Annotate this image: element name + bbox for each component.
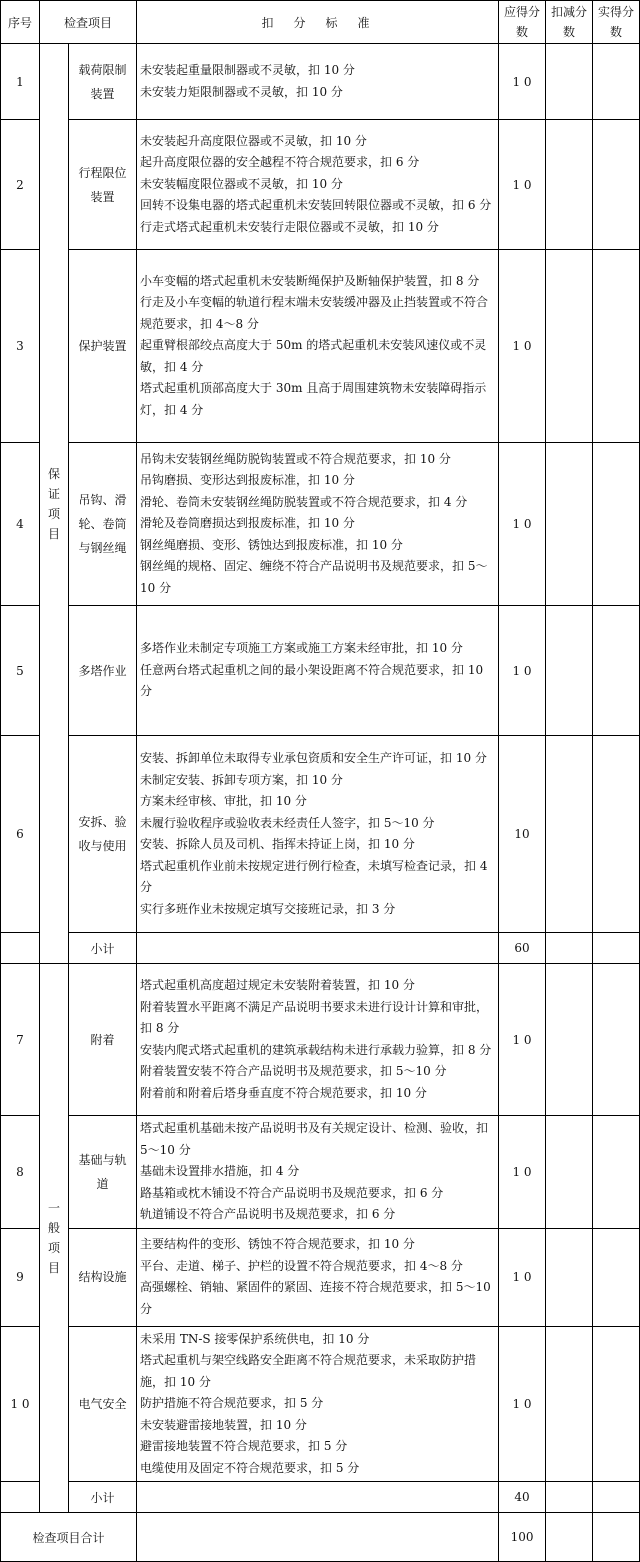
row-no: 4 xyxy=(1,443,40,606)
row-actual-cell[interactable] xyxy=(593,1116,640,1229)
table-row xyxy=(1,1326,640,1482)
table-row xyxy=(1,964,640,1116)
row-deduct-cell[interactable] xyxy=(546,120,593,250)
row-item: 附着 xyxy=(69,964,137,1116)
row-item: 安拆、验收与使用 xyxy=(69,736,137,933)
row-item: 多塔作业 xyxy=(69,606,137,736)
row-item: 电气安全 xyxy=(69,1326,137,1482)
subtotal-row xyxy=(1,1482,640,1513)
row-deduct-cell[interactable] xyxy=(546,1326,593,1482)
row-no: 5 xyxy=(1,606,40,736)
header-deduct: 扣减分数 xyxy=(546,1,593,44)
total-score: 100 xyxy=(499,1513,546,1562)
row-standard: 多塔作业未制定专项施工方案或施工方案未经审批，扣 10 分 任意两台塔式起重机之间的最小架设距离不符合规范要求，扣 10 分 xyxy=(137,606,499,736)
subtotal-label: 小计 xyxy=(69,933,137,964)
table-row xyxy=(1,1228,640,1326)
row-item: 行程限位装置 xyxy=(69,120,137,250)
subtotal-score: 60 xyxy=(499,933,546,964)
row-score: 1 0 xyxy=(499,1326,546,1482)
row-item: 基础与轨道 xyxy=(69,1116,137,1229)
table-row xyxy=(1,120,640,250)
row-no: 2 xyxy=(1,120,40,250)
row-actual-cell[interactable] xyxy=(593,964,640,1116)
total-row xyxy=(1,1513,640,1562)
row-deduct-cell[interactable] xyxy=(546,964,593,1116)
row-actual-cell[interactable] xyxy=(593,606,640,736)
row-no: 6 xyxy=(1,736,40,933)
table-row xyxy=(1,606,640,736)
row-deduct-cell[interactable] xyxy=(546,443,593,606)
row-standard: 小车变幅的塔式起重机未安装断绳保护及断轴保护装置，扣 8 分 行走及小车变幅的轨道行程末端未安装缓冲器及止挡装置或不符合规范要求，扣 4～8 分 起重臂根部绞点高度大于 50m 的塔式起重机未安装风速仪或不灵敏，扣 4 分 塔式起重机顶部高度大于 30m 且高于周围建筑物未安装障碍指示灯，扣 4 分 xyxy=(137,250,499,443)
row-score: 1 0 xyxy=(499,964,546,1116)
row-score: 1 0 xyxy=(499,44,546,120)
row-score: 1 0 xyxy=(499,1116,546,1229)
subtotal-actual-cell[interactable] xyxy=(593,1482,640,1513)
group-general xyxy=(40,964,69,1513)
row-no: 8 xyxy=(1,1116,40,1229)
row-standard: 安装、拆卸单位未取得专业承包资质和安全生产许可证，扣 10 分 未制定安装、拆卸专项方案，扣 10 分 方案未经审核、审批，扣 10 分 未履行验收程序或验收表未经责任人签字，扣 5～10 分 安装、拆除人员及司机、指挥未持证上岗，扣 10 分 塔式起重机作业前未按规定进行例行检查，未填写检查记录，扣 4 分 实行多班作业未按规定填写交接班记录，扣 3 分 xyxy=(137,736,499,933)
subtotal-standard xyxy=(137,933,499,964)
subtotal-no xyxy=(1,1482,40,1513)
row-no: 7 xyxy=(1,964,40,1116)
group-label: 一般项目 xyxy=(47,1201,60,1275)
row-score: 10 xyxy=(499,736,546,933)
table-row xyxy=(1,44,640,120)
row-no: 3 xyxy=(1,250,40,443)
header-should-score: 应得分数 xyxy=(499,1,546,44)
row-item: 保护装置 xyxy=(69,250,137,443)
row-actual-cell[interactable] xyxy=(593,1228,640,1326)
table-row xyxy=(1,250,640,443)
row-deduct-cell[interactable] xyxy=(546,736,593,933)
row-item: 结构设施 xyxy=(69,1228,137,1326)
row-standard: 吊钩未安装钢丝绳防脱钩装置或不符合规范要求，扣 10 分 吊钩磨损、变形达到报废标准，扣 10 分 滑轮、卷筒未安装钢丝绳防脱装置或不符合规范要求，扣 4 分 滑轮及卷筒磨损达到报废标准，扣 10 分 钢丝绳磨损、变形、锈蚀达到报废标准，扣 10 分 钢丝绳的规格、固定、缠绕不符合产品说明书及规范要求，扣 5～10 分 xyxy=(137,443,499,606)
row-actual-cell[interactable] xyxy=(593,443,640,606)
row-score: 1 0 xyxy=(499,606,546,736)
subtotal-score: 40 xyxy=(499,1482,546,1513)
row-standard: 塔式起重机基础未按产品说明书及有关规定设计、检测、验收，扣 5～10 分 基础未设置排水措施，扣 4 分 路基箱或枕木铺设不符合产品说明书及规范要求，扣 6 分 轨道铺设不符合产品说明书及规范要求，扣 6 分 xyxy=(137,1116,499,1229)
header-no: 序号 xyxy=(1,1,40,44)
row-deduct-cell[interactable] xyxy=(546,250,593,443)
subtotal-row xyxy=(1,933,640,964)
subtotal-no xyxy=(1,933,40,964)
row-deduct-cell[interactable] xyxy=(546,1116,593,1229)
row-score: 1 0 xyxy=(499,250,546,443)
subtotal-deduct-cell[interactable] xyxy=(546,1482,593,1513)
group-guarantee xyxy=(40,44,69,964)
row-actual-cell[interactable] xyxy=(593,44,640,120)
total-standard xyxy=(137,1513,499,1562)
row-deduct-cell[interactable] xyxy=(546,1228,593,1326)
row-actual-cell[interactable] xyxy=(593,120,640,250)
row-actual-cell[interactable] xyxy=(593,1326,640,1482)
row-actual-cell[interactable] xyxy=(593,736,640,933)
row-standard: 未安装起重量限制器或不灵敏，扣 10 分 未安装力矩限制器或不灵敏，扣 10 分 xyxy=(137,44,499,120)
row-no: 1 0 xyxy=(1,1326,40,1482)
header-row xyxy=(1,1,640,44)
total-deduct-cell[interactable] xyxy=(546,1513,593,1562)
row-item: 载荷限制装置 xyxy=(69,44,137,120)
subtotal-deduct-cell[interactable] xyxy=(546,933,593,964)
row-score: 1 0 xyxy=(499,443,546,606)
row-no: 9 xyxy=(1,1228,40,1326)
row-standard: 塔式起重机高度超过规定未安装附着装置，扣 10 分 附着装置水平距离不满足产品说明书要求未进行设计计算和审批，扣 8 分 安装内爬式塔式起重机的建筑承载结构未进行承载力验算，扣 8 分 附着装置安装不符合产品说明书及规范要求，扣 5～10 分 附着前和附着后塔身垂直度不符合规范要求，扣 10 分 xyxy=(137,964,499,1116)
row-deduct-cell[interactable] xyxy=(546,44,593,120)
row-item: 吊钩、滑轮、卷筒与钢丝绳 xyxy=(69,443,137,606)
group-label: 保证项目 xyxy=(47,466,60,541)
header-actual: 实得分数 xyxy=(593,1,640,44)
row-score: 1 0 xyxy=(499,120,546,250)
row-standard: 未采用 TN-S 接零保护系统供电，扣 10 分 塔式起重机与架空线路安全距离不符合规范要求，未采取防护措施，扣 10 分 防护措施不符合规范要求，扣 5 分 未安装避雷接地装置，扣 10 分 避雷接地装置不符合规范要求，扣 5 分 电缆使用及固定不符合规范要求，扣 5 分 xyxy=(137,1326,499,1482)
row-standard: 主要结构件的变形、锈蚀不符合规范要求，扣 10 分 平台、走道、梯子、护栏的设置不符合规范要求，扣 4～8 分 高强螺栓、销轴、紧固件的紧固、连接不符合规范要求，扣 5～10 分 xyxy=(137,1228,499,1326)
table-row xyxy=(1,1116,640,1229)
table-row xyxy=(1,443,640,606)
subtotal-actual-cell[interactable] xyxy=(593,933,640,964)
subtotal-label: 小计 xyxy=(69,1482,137,1513)
row-score: 1 0 xyxy=(499,1228,546,1326)
table-row xyxy=(1,736,640,933)
subtotal-standard xyxy=(137,1482,499,1513)
header-item: 检查项目 xyxy=(40,1,137,44)
header-standard: 扣 分 标 准 xyxy=(137,1,499,44)
row-deduct-cell[interactable] xyxy=(546,606,593,736)
row-actual-cell[interactable] xyxy=(593,250,640,443)
row-standard: 未安装起升高度限位器或不灵敏，扣 10 分 起升高度限位器的安全越程不符合规范要求，扣 6 分 未安装幅度限位器或不灵敏，扣 10 分 回转不设集电器的塔式起重机未安装回转限位器或不灵敏，扣 6 分 行走式塔式起重机未安装行走限位器或不灵敏，扣 10 分 xyxy=(137,120,499,250)
row-no: 1 xyxy=(1,44,40,120)
total-actual-cell[interactable] xyxy=(593,1513,640,1562)
total-label: 检查项目合计 xyxy=(1,1513,137,1562)
